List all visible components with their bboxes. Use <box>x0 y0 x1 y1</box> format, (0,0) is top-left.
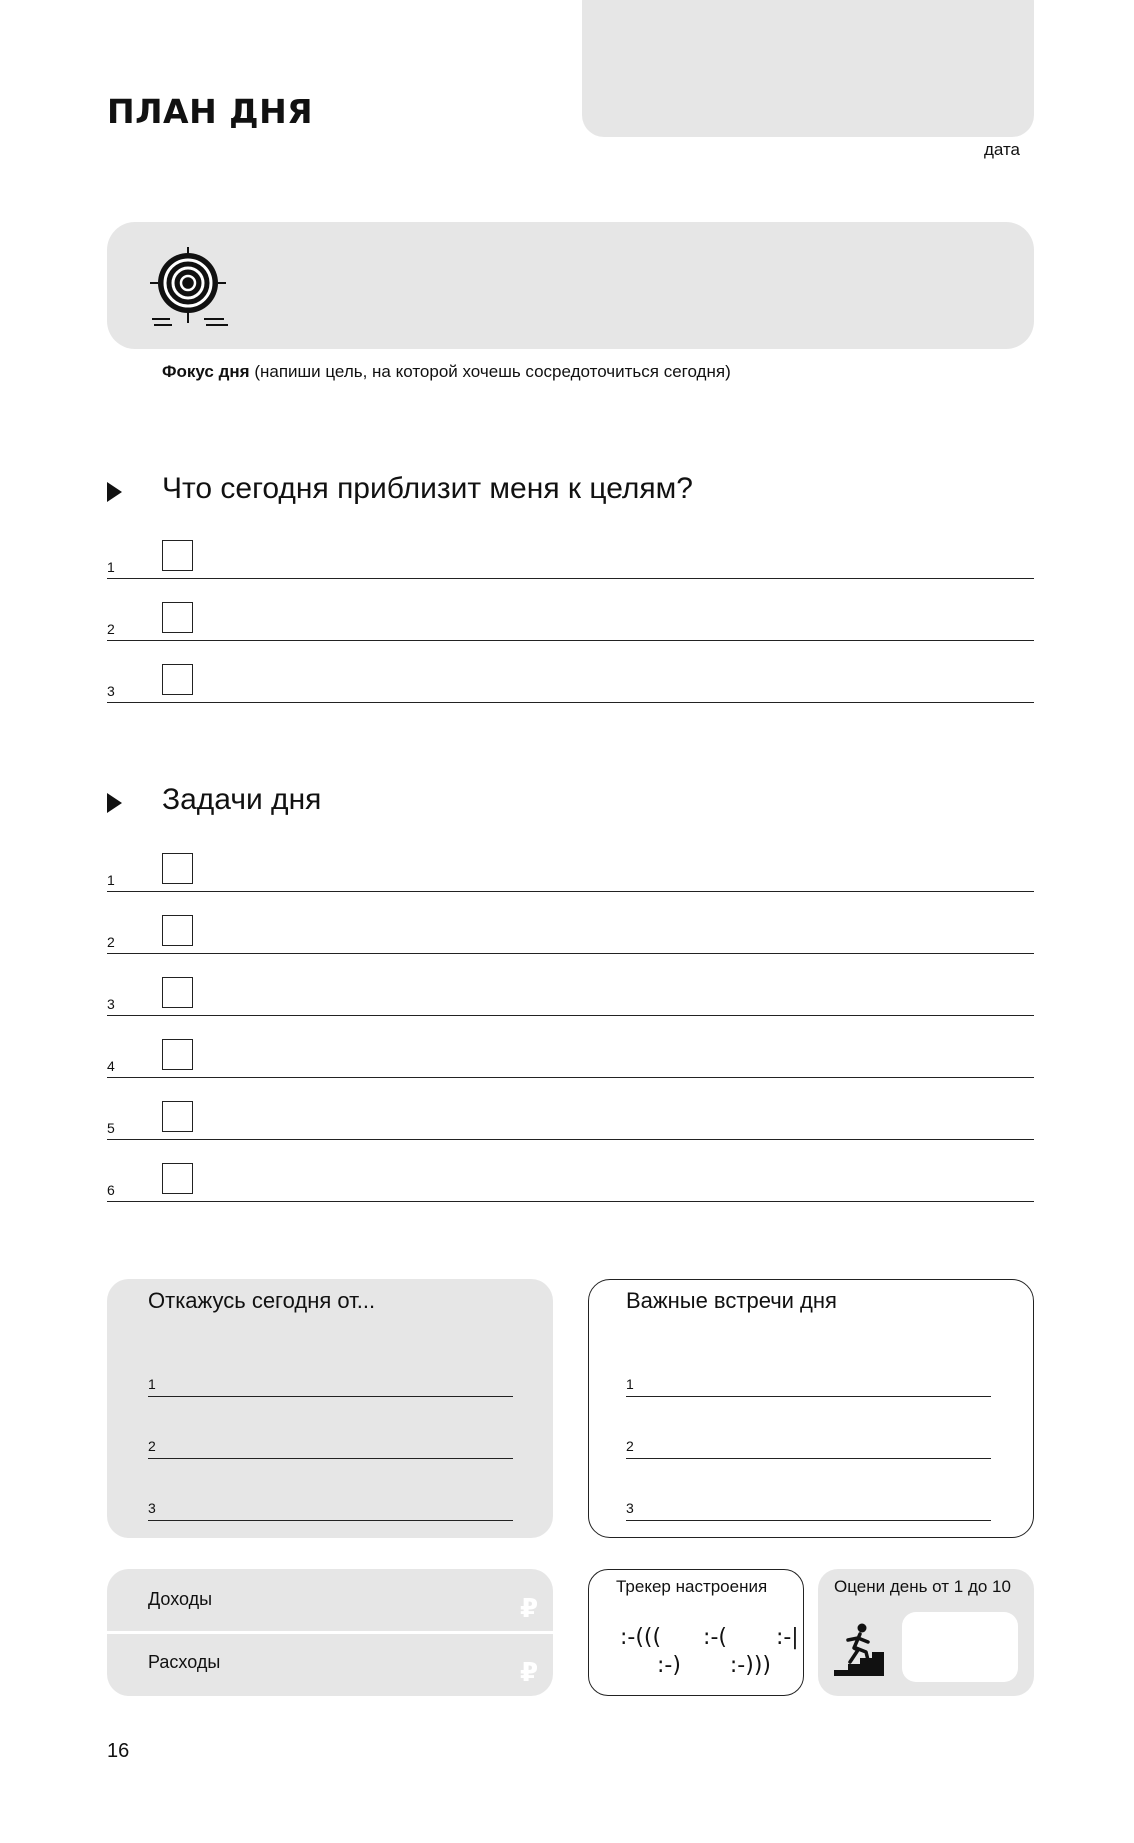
goal-input-line[interactable] <box>107 578 1034 579</box>
goals-section-title: Что сегодня приблизит меня к целям? <box>162 472 693 505</box>
task-checkbox[interactable] <box>162 915 193 946</box>
stairs-climber-icon <box>834 1622 886 1678</box>
row-number: 2 <box>148 1438 156 1454</box>
meetings-card <box>588 1279 1034 1538</box>
play-arrow-icon <box>107 482 122 502</box>
meetings-input-line[interactable] <box>626 1520 991 1521</box>
mood-tracker-title: Трекер настроения <box>616 1577 768 1596</box>
task-input-line[interactable] <box>107 1015 1034 1016</box>
row-number: 6 <box>107 1182 115 1198</box>
focus-caption-text: (напиши цель, на которой хочешь сосредоточиться сегодня) <box>249 362 731 381</box>
row-number: 4 <box>107 1058 115 1074</box>
ruble-icon: ₽ <box>520 1593 539 1623</box>
row-number: 3 <box>107 996 115 1012</box>
expense-label: Расходы <box>148 1652 221 1672</box>
row-number: 2 <box>107 621 115 637</box>
rating-title: Оцени день от 1 до 10 <box>834 1577 1011 1596</box>
mood-options-row-2[interactable]: :-) :-))) <box>657 1653 771 1678</box>
ruble-icon: ₽ <box>520 1657 539 1687</box>
refuse-input-line[interactable] <box>148 1396 513 1397</box>
row-number: 3 <box>148 1500 156 1516</box>
focus-input-area[interactable] <box>107 222 1034 349</box>
refuse-input-line[interactable] <box>148 1520 513 1521</box>
row-number: 1 <box>626 1376 634 1392</box>
task-input-line[interactable] <box>107 1139 1034 1140</box>
play-arrow-icon <box>107 793 122 813</box>
row-number: 3 <box>626 1500 634 1516</box>
task-checkbox[interactable] <box>162 977 193 1008</box>
page-number: 16 <box>107 1740 130 1762</box>
focus-caption-bold: Фокус дня <box>162 362 250 381</box>
row-number: 2 <box>107 934 115 950</box>
target-icon <box>148 245 232 329</box>
date-field[interactable] <box>582 0 1034 137</box>
goal-checkbox[interactable] <box>162 602 193 633</box>
task-checkbox[interactable] <box>162 853 193 884</box>
page-title: ПЛАН ДНЯ <box>107 92 314 131</box>
goal-checkbox[interactable] <box>162 664 193 695</box>
meetings-input-line[interactable] <box>626 1396 991 1397</box>
row-number: 2 <box>626 1438 634 1454</box>
task-checkbox[interactable] <box>162 1039 193 1070</box>
task-input-line[interactable] <box>107 953 1034 954</box>
focus-caption <box>162 362 731 382</box>
income-label: Доходы <box>148 1589 213 1609</box>
refuse-input-line[interactable] <box>148 1458 513 1459</box>
date-label: дата <box>983 140 1020 159</box>
task-input-line[interactable] <box>107 1201 1034 1202</box>
task-checkbox[interactable] <box>162 1101 193 1132</box>
row-number: 1 <box>107 872 115 888</box>
tasks-section-title: Задачи дня <box>162 783 322 816</box>
row-number: 3 <box>107 683 115 699</box>
meetings-input-line[interactable] <box>626 1458 991 1459</box>
goal-input-line[interactable] <box>107 702 1034 703</box>
task-input-line[interactable] <box>107 891 1034 892</box>
row-number: 1 <box>107 559 115 575</box>
goal-input-line[interactable] <box>107 640 1034 641</box>
refuse-card-title: Откажусь сегодня от... <box>148 1288 376 1313</box>
task-input-line[interactable] <box>107 1077 1034 1078</box>
goal-checkbox[interactable] <box>162 540 193 571</box>
rating-input[interactable] <box>902 1612 1018 1682</box>
row-number: 5 <box>107 1120 115 1136</box>
row-number: 1 <box>148 1376 156 1392</box>
meetings-card-title: Важные встречи дня <box>626 1288 837 1313</box>
refuse-card <box>107 1279 553 1538</box>
mood-options-row-1[interactable]: :-((( :-( :-| <box>620 1625 799 1650</box>
task-checkbox[interactable] <box>162 1163 193 1194</box>
